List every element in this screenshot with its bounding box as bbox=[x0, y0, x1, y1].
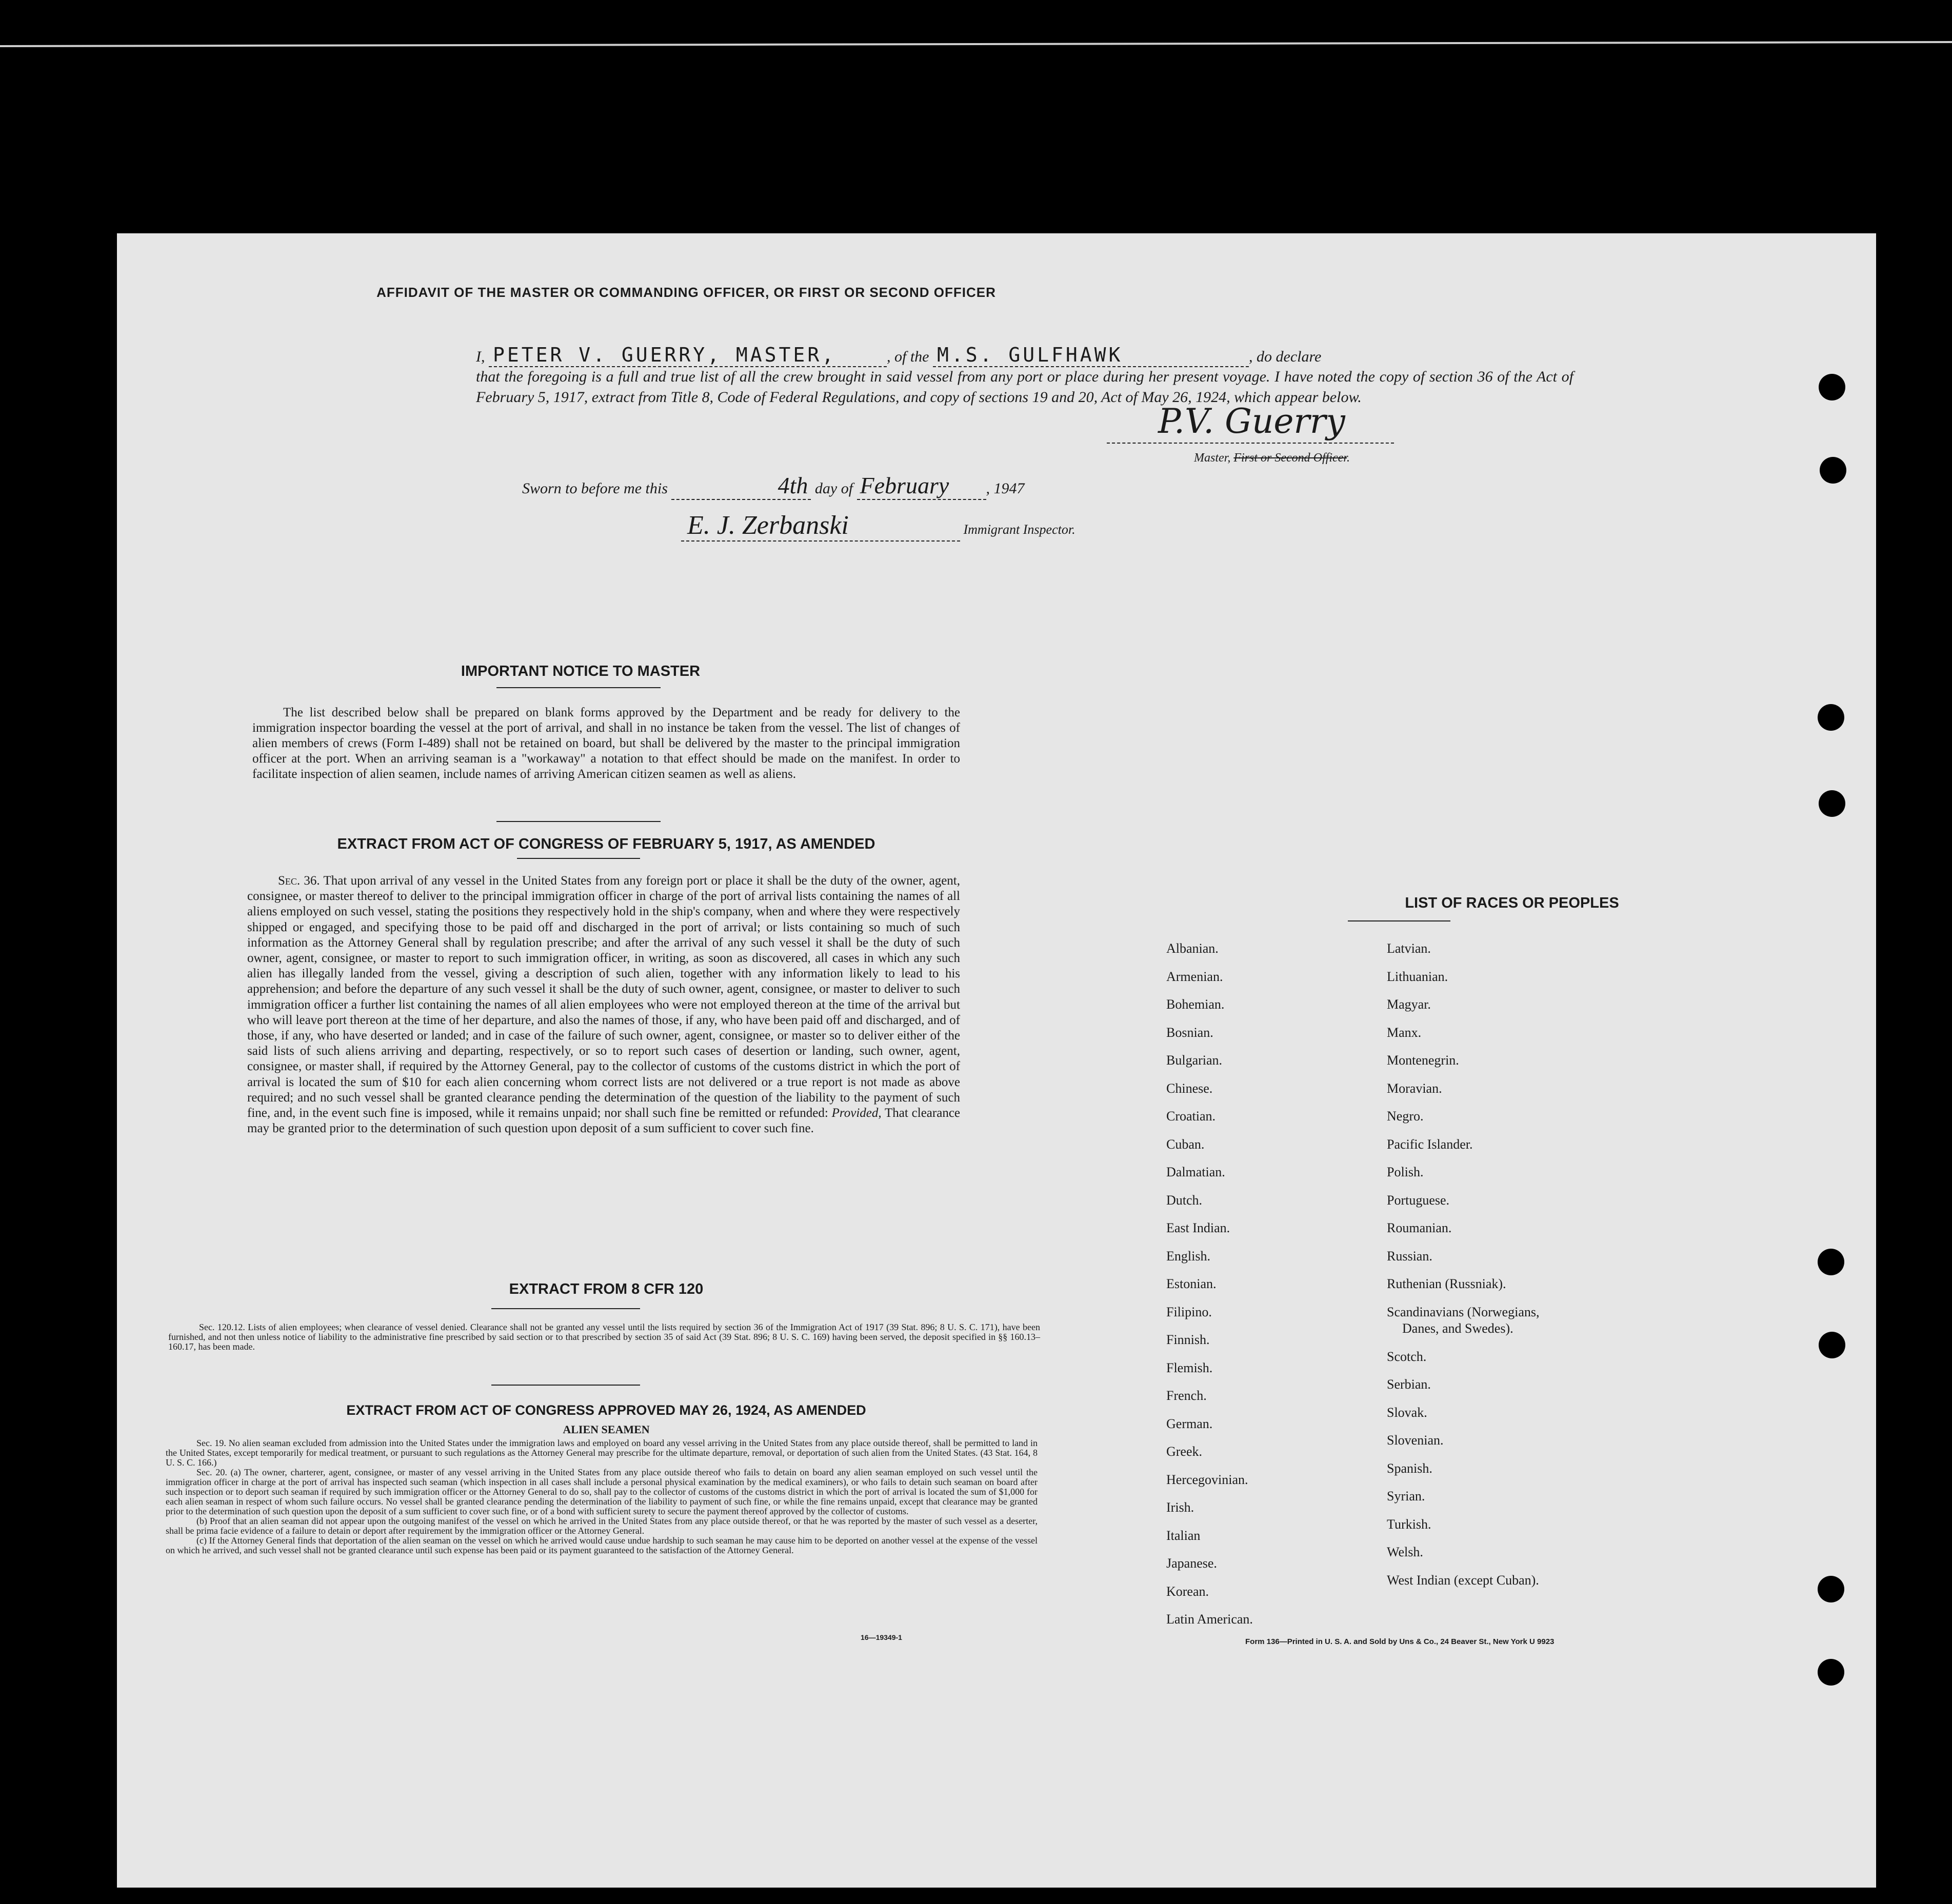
binder-hole bbox=[1819, 1332, 1845, 1358]
notice-title: IMPORTANT NOTICE TO MASTER bbox=[461, 663, 701, 679]
race-item: Dutch. bbox=[1166, 1192, 1203, 1208]
sworn-year: , 1947 bbox=[986, 480, 1025, 497]
sworn-line: Sworn to before me this 4th day of February , 1947 bbox=[522, 472, 1025, 500]
race-item: Scandinavians (Norwegians, bbox=[1387, 1304, 1540, 1319]
races-right-column bbox=[1387, 935, 1539, 1594]
master-signature-line bbox=[1107, 402, 1394, 444]
declare-text: , do declare bbox=[1249, 348, 1322, 365]
provided-label: Provided, bbox=[831, 1106, 882, 1120]
notice-end-rule bbox=[496, 821, 661, 822]
affidavit-body: that the foregoing is a full and true list of all the crew brought in said vessel from any port or place during her present voyage. I have noted the copy of section 36 of the Act of February 5, 1917, extract from Title 8, Code of Federal Regulations, and copy of sections 19 and 20, Act of May 26, 1924, which appear below. bbox=[476, 368, 1573, 406]
extract-cfr-rule bbox=[491, 1308, 640, 1309]
sec-19-text: Sec. 19. No alien seaman excluded from admission into the United States under the immigration laws and employed on board any vessel arriving in the United States from any place outside thereof, shall be permitted to land in the United States, except temporarily for medical treatment, or pursuant to such regulations as the Attorney General may prescribe for the ultimate departure, removal, or deportation of such alien from the United States. (43 Stat. 164, 8 U. S. C. 166.) bbox=[166, 1438, 1038, 1468]
race-item: Croatian. bbox=[1166, 1109, 1216, 1124]
race-item: Montenegrin. bbox=[1387, 1053, 1459, 1068]
scan-edge-line bbox=[0, 41, 1952, 47]
sworn-day-field: 4th bbox=[671, 472, 811, 500]
extract-1917-title: EXTRACT FROM ACT OF CONGRESS OF FEBRUARY 5, 1917, AS AMENDED bbox=[337, 836, 875, 852]
race-item: Turkish. bbox=[1387, 1516, 1431, 1532]
inspector-label: Immigrant Inspector. bbox=[963, 522, 1075, 537]
affidavit-prefix: I, bbox=[476, 348, 485, 365]
binder-hole bbox=[1819, 374, 1845, 400]
alien-seamen-subtitle: ALIEN SEAMEN bbox=[563, 1423, 650, 1436]
sec-20a-text: Sec. 20. (a) The owner, charterer, agent, consignee, or master of any vessel arriving in the United States from any place outside thereof who fails to detain on board any alien seaman employed on such vessel until the immigration officer in charge at the port of arrival has inspected such seaman (which inspection in all cases shall include a personal physical examination by the medical examiners), or who fails to detain such seaman on board after such inspection or to deport such seaman if required by such immigration officer or the Attorney General to do so, shall pay to the collector of customs of the customs district in which the port of arrival is located the sum of $1,000 for each alien seaman in respect of whom such failure occurs. No vessel shall be granted clearance pending the determination of the liability to payment of such fine, or while the fine remains unpaid, except that clearance may be granted prior to the determination of such question upon the deposit of a sum sufficient to cover such fine, or of a bond with sufficient surety to secure the payment thereof approved by the collector of customs. bbox=[166, 1467, 1038, 1516]
race-item: Scotch. bbox=[1387, 1349, 1427, 1364]
race-item: East Indian. bbox=[1166, 1220, 1230, 1235]
race-item: Dalmatian. bbox=[1166, 1165, 1225, 1179]
notice-rule bbox=[496, 687, 661, 688]
binder-hole bbox=[1819, 790, 1845, 817]
master-label: Master, First or Second Officer. bbox=[1194, 451, 1350, 465]
race-item: Italian bbox=[1166, 1528, 1201, 1543]
inspector-signature: E. J. Zerbanski bbox=[681, 510, 960, 542]
race-item: Greek. bbox=[1166, 1444, 1203, 1459]
race-item: Armenian. bbox=[1166, 969, 1223, 984]
notice-text: The list described below shall be prepared on blank forms approved by the Department and be ready for delivery to the immigration inspector boarding the vessel at the port of arrival, and shall in no instance be taken from the vessel. The list of changes of alien members of crews (Form I-489) shall not be retained on board, but shall be delivered by the master to the principal immigration officer at the port. When an arriving seaman is a "workaway" a notation to that effect should be made on the manifest. In order to facilitate inspection of alien seamen, include names of arriving American citizen seamen as well as aliens. bbox=[252, 706, 960, 781]
race-item: English. bbox=[1166, 1248, 1210, 1264]
extract-cfr-text: Sec. 120.12. Lists of alien employees; when clearance of vessel denied. Clearance shall not be granted any vessel until the lists required by section 36 of the Immigration Act of 1917 (39 Stat. 896; 8 U. S. C. 171), have been furnished, and not then unless notice of liability to the administrative fine prescribed by said section or to that prescribed by section 35 of said Act (39 Stat. 896; 8 U. S. C. 169) having been served, the deposit specified in §§ 160.13–160.17, has been made. bbox=[168, 1322, 1040, 1352]
extract-1917-rule bbox=[517, 858, 640, 859]
race-item: French. bbox=[1166, 1388, 1207, 1403]
extract-1917-text: Sec. 36. That upon arrival of any vessel in the United States from any foreign port or place it shall be the duty of the owner, agent, consignee, or master thereof to deliver to the principal immigration officer in charge of the port of arrival lists containing the names of all aliens employed on such vessel, stating the positions they respectively hold in the ship's company, when and where they were respectively shipped or engaged, and specifying those to be paid off and discharged in the port of arrival; or lists containing so much of such information as the Attorney General shall by regulation prescribe; and after the arrival of any such vessel it shall be the duty of such owner, agent, consignee, or master to report to such immigration officer, in writing, as soon as discovered, all cases in which any such alien has illegally landed from the vessel, giving a description of such alien, together with any information likely to lead to his apprehension; and before the departure of any such vessel it shall be the duty of such owner, agent, consignee, or master to deliver to such immigration officer a further list containing the names of all alien employees who were not employed thereon at the time of the arrival but who will leave port thereon at the time of her departure, and also the names of those, if any, who have been paid off and discharged, and of those, if any, who have deserted or landed; and in case of the failure of such owner, agent, consignee, or master so to deliver either of the said lists of such aliens arriving and departing, respectively, or so to report such cases of desertion or landing, such owner, agent, consignee, or master shall, if required by the Attorney General, pay to the collector of customs of the customs district in which the port of arrival is located the sum of $10 for each alien concerning whom correct lists are not delivered or a true report is not made as above required; and no such vessel shall be granted clearance pending the determination of the question of the liability to the payment of such fine, and, in the event such fine is imposed, while it remains unpaid; nor shall such fine be remitted or refunded: Provided, That clearance may be granted prior to the determination of such question upon deposit of a sum sufficient to cover such fine. bbox=[247, 874, 961, 1136]
race-item: Manx. bbox=[1387, 1025, 1422, 1040]
race-item: Slovak. bbox=[1387, 1405, 1427, 1420]
race-item: West Indian (except Cuban). bbox=[1387, 1572, 1539, 1588]
race-item: Hercegovinian. bbox=[1166, 1472, 1248, 1487]
race-item: German. bbox=[1166, 1416, 1213, 1431]
race-item: Portuguese. bbox=[1387, 1192, 1450, 1208]
binder-hole bbox=[1818, 1576, 1844, 1602]
race-item: Moravian. bbox=[1387, 1080, 1442, 1096]
master-name-field: PETER V. GUERRY, MASTER, bbox=[489, 344, 887, 367]
race-item: Magyar. bbox=[1387, 997, 1431, 1012]
race-item: Pacific Islander. bbox=[1387, 1136, 1473, 1152]
race-item: Polish. bbox=[1387, 1165, 1424, 1179]
race-item: Slovenian. bbox=[1387, 1433, 1444, 1448]
race-item: Flemish. bbox=[1166, 1360, 1213, 1375]
binder-hole bbox=[1818, 1249, 1844, 1275]
races-rule bbox=[1348, 920, 1450, 921]
race-item: Serbian. bbox=[1387, 1377, 1431, 1392]
form-number: 16—19349-1 bbox=[861, 1633, 902, 1641]
document-page bbox=[117, 233, 1876, 1888]
race-item: Russian. bbox=[1387, 1248, 1432, 1264]
race-item: Latin American. bbox=[1166, 1612, 1253, 1627]
sworn-month-field: February bbox=[857, 472, 986, 500]
race-item: Irish. bbox=[1166, 1500, 1194, 1515]
race-item: Ruthenian (Russniak). bbox=[1387, 1276, 1506, 1291]
race-item: Bohemian. bbox=[1166, 997, 1225, 1012]
extract-cfr-title: EXTRACT FROM 8 CFR 120 bbox=[509, 1281, 704, 1297]
race-item: Bosnian. bbox=[1166, 1025, 1213, 1040]
race-item: Estonian. bbox=[1166, 1276, 1217, 1291]
vessel-name-field: M.S. GULFHAWK bbox=[933, 344, 1249, 367]
sec-20c-text: (c) If the Attorney General finds that deportation of the alien seaman on the vessel on which he arrived would cause undue hardship to such seaman he may cause him to be deported on another vessel at the expense of the vessel on which he arrived, and such vessel shall not be granted clearance until such expense has been paid or its payment guaranteed to the satisfaction of the Attorney General. bbox=[166, 1535, 1038, 1555]
race-item: Welsh. bbox=[1387, 1545, 1423, 1559]
master-signature: P.V. Guerry bbox=[1158, 402, 1345, 441]
race-item: Syrian. bbox=[1387, 1489, 1425, 1504]
race-item: Spanish. bbox=[1387, 1460, 1432, 1476]
binder-hole bbox=[1820, 457, 1846, 484]
race-item: Lithuanian. bbox=[1387, 969, 1448, 984]
race-item: Latvian. bbox=[1387, 941, 1431, 956]
race-item: Korean. bbox=[1166, 1584, 1209, 1599]
race-item: Finnish. bbox=[1166, 1332, 1210, 1347]
sec-36-label: Sec. 36. bbox=[278, 874, 320, 888]
printer-footer: Form 136—Printed in U. S. A. and Sold by Uns & Co., 24 Beaver St., New York U 9923 bbox=[1245, 1637, 1555, 1646]
race-item: Albanian. bbox=[1166, 941, 1219, 956]
binder-hole bbox=[1818, 1659, 1844, 1686]
race-item: Filipino. bbox=[1166, 1304, 1212, 1319]
affidavit-title: AFFIDAVIT OF THE MASTER OR COMMANDING OFFICER, OR FIRST OR SECOND OFFICER bbox=[376, 285, 996, 300]
races-title: LIST OF RACES OR PEOPLES bbox=[1405, 895, 1619, 911]
inspector-line bbox=[681, 510, 1075, 542]
binder-hole bbox=[1818, 704, 1844, 731]
race-item: Chinese. bbox=[1166, 1080, 1213, 1096]
of-the-text: , of the bbox=[887, 348, 929, 365]
affidavit-declaration-line bbox=[476, 344, 1321, 367]
race-item: Roumanian. bbox=[1387, 1220, 1452, 1235]
race-item: Bulgarian. bbox=[1166, 1053, 1223, 1068]
race-item: Danes, and Swedes). bbox=[1402, 1321, 1513, 1336]
extract-1924-title: EXTRACT FROM ACT OF CONGRESS APPROVED MAY 26, 1924, AS AMENDED bbox=[346, 1402, 866, 1418]
struck-officer-label: First or Second Officer bbox=[1233, 451, 1347, 465]
races-left-column bbox=[1166, 935, 1253, 1634]
race-item: Japanese. bbox=[1166, 1556, 1217, 1571]
extract-1924-text bbox=[166, 1438, 1038, 1555]
extract-cfr-end-rule bbox=[491, 1385, 640, 1386]
race-item: Cuban. bbox=[1166, 1136, 1205, 1152]
race-item: Negro. bbox=[1387, 1109, 1424, 1124]
sec-20b-text: (b) Proof that an alien seaman did not appear upon the outgoing manifest of the vessel on which he arrived in the United States from any place outside thereof, or that he was reported by the master of such vessel as a deserter, shall be prima facie evidence of a failure to detain or deport after requirement by the immigration officer or the Attorney General. bbox=[166, 1516, 1038, 1536]
